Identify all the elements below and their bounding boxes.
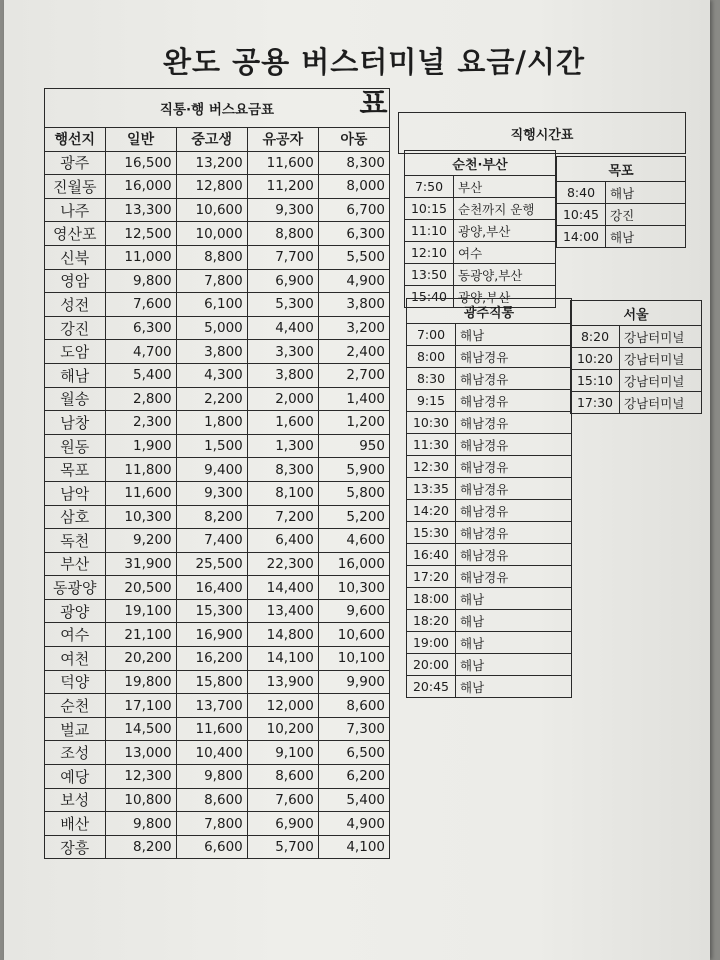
fare-price: 6,300 bbox=[105, 316, 176, 340]
route-destination: 강남터미널 bbox=[620, 370, 702, 392]
fare-price: 6,400 bbox=[247, 529, 318, 553]
fare-destination: 해남 bbox=[45, 363, 106, 387]
route-destination: 강남터미널 bbox=[620, 348, 702, 370]
departure-time: 15:10 bbox=[571, 370, 620, 392]
route-destination: 강남터미널 bbox=[620, 326, 702, 348]
fare-price: 9,900 bbox=[318, 670, 389, 694]
fare-row bbox=[45, 812, 390, 836]
fare-row bbox=[45, 363, 390, 387]
fare-destination: 보성 bbox=[45, 788, 106, 812]
departure-time: 10:20 bbox=[571, 348, 620, 370]
fare-destination: 조성 bbox=[45, 741, 106, 765]
fare-price: 6,100 bbox=[176, 293, 247, 317]
schedule-row bbox=[407, 632, 572, 654]
fare-row bbox=[45, 717, 390, 741]
schedule-row bbox=[407, 588, 572, 610]
route-destination: 강진 bbox=[606, 204, 686, 226]
fare-row bbox=[45, 694, 390, 718]
schedule-row bbox=[407, 610, 572, 632]
fare-price: 6,900 bbox=[247, 269, 318, 293]
fare-price: 7,200 bbox=[247, 505, 318, 529]
fare-price: 8,600 bbox=[318, 694, 389, 718]
fare-price: 5,400 bbox=[318, 788, 389, 812]
route-destination: 해남경유 bbox=[456, 390, 572, 412]
schedule-row bbox=[407, 324, 572, 346]
fare-price: 7,600 bbox=[247, 788, 318, 812]
schedule-row bbox=[407, 676, 572, 698]
fare-price: 7,600 bbox=[105, 293, 176, 317]
fare-destination: 동광양 bbox=[45, 576, 106, 600]
fare-row bbox=[45, 269, 390, 293]
fare-price: 3,300 bbox=[247, 340, 318, 364]
fare-row bbox=[45, 788, 390, 812]
fare-destination: 영암 bbox=[45, 269, 106, 293]
schedule-route-header: 순천·부산 bbox=[405, 151, 556, 176]
fare-price: 8,300 bbox=[247, 458, 318, 482]
departure-time: 12:30 bbox=[407, 456, 456, 478]
schedule-row bbox=[405, 198, 556, 220]
fare-price: 4,400 bbox=[247, 316, 318, 340]
fare-price: 13,700 bbox=[176, 694, 247, 718]
fare-price: 10,600 bbox=[176, 198, 247, 222]
fare-price: 8,200 bbox=[176, 505, 247, 529]
fare-price: 6,900 bbox=[247, 812, 318, 836]
fare-price: 2,300 bbox=[105, 411, 176, 435]
schedule-row bbox=[405, 220, 556, 242]
fare-price: 8,600 bbox=[247, 765, 318, 789]
fare-row bbox=[45, 245, 390, 269]
departure-time: 7:50 bbox=[405, 176, 454, 198]
fare-row bbox=[45, 623, 390, 647]
fare-price: 8,300 bbox=[318, 151, 389, 175]
fare-price: 5,300 bbox=[247, 293, 318, 317]
fare-price: 3,800 bbox=[318, 293, 389, 317]
page-title: 완도 공용 버스터미널 요금/시간표 bbox=[162, 45, 586, 120]
route-destination: 광양,부산 bbox=[454, 286, 556, 308]
fare-column-header: 행선지 bbox=[45, 128, 106, 152]
fare-price: 10,300 bbox=[105, 505, 176, 529]
fare-price: 1,600 bbox=[247, 411, 318, 435]
schedule-caption: 직행시간표 bbox=[399, 113, 686, 154]
fare-destination: 월송 bbox=[45, 387, 106, 411]
fare-price: 7,800 bbox=[176, 812, 247, 836]
route-destination: 해남 bbox=[606, 226, 686, 248]
fare-price: 9,800 bbox=[176, 765, 247, 789]
fare-price: 4,300 bbox=[176, 363, 247, 387]
fare-price: 13,300 bbox=[105, 198, 176, 222]
departure-time: 12:10 bbox=[405, 242, 454, 264]
fare-price: 1,500 bbox=[176, 434, 247, 458]
fare-price: 7,400 bbox=[176, 529, 247, 553]
fare-price: 11,600 bbox=[176, 717, 247, 741]
fare-destination: 순천 bbox=[45, 694, 106, 718]
schedule-row bbox=[407, 456, 572, 478]
fare-destination: 예당 bbox=[45, 765, 106, 789]
departure-time: 16:40 bbox=[407, 544, 456, 566]
fare-price: 11,600 bbox=[105, 481, 176, 505]
fare-price: 2,700 bbox=[318, 363, 389, 387]
schedule-row bbox=[571, 326, 702, 348]
fare-price: 1,900 bbox=[105, 434, 176, 458]
route-destination: 해남경유 bbox=[456, 566, 572, 588]
fare-price: 1,200 bbox=[318, 411, 389, 435]
fare-price: 13,900 bbox=[247, 670, 318, 694]
fare-row bbox=[45, 552, 390, 576]
fare-price: 12,000 bbox=[247, 694, 318, 718]
fare-price: 20,500 bbox=[105, 576, 176, 600]
route-destination: 해남경유 bbox=[456, 500, 572, 522]
departure-time: 13:35 bbox=[407, 478, 456, 500]
fare-row bbox=[45, 198, 390, 222]
schedule-row bbox=[571, 392, 702, 414]
fare-destination: 강진 bbox=[45, 316, 106, 340]
fare-price: 8,000 bbox=[318, 175, 389, 199]
route-destination: 해남 bbox=[456, 324, 572, 346]
fare-price: 10,600 bbox=[318, 623, 389, 647]
fare-destination: 부산 bbox=[45, 552, 106, 576]
fare-row bbox=[45, 741, 390, 765]
fare-destination: 광주 bbox=[45, 151, 106, 175]
fare-price: 5,700 bbox=[247, 835, 318, 859]
fare-price: 4,600 bbox=[318, 529, 389, 553]
fare-price: 11,600 bbox=[247, 151, 318, 175]
fare-price: 5,900 bbox=[318, 458, 389, 482]
fare-price: 6,700 bbox=[318, 198, 389, 222]
departure-time: 14:20 bbox=[407, 500, 456, 522]
departure-time: 8:30 bbox=[407, 368, 456, 390]
schedule-row bbox=[557, 204, 686, 226]
route-destination: 해남경유 bbox=[456, 522, 572, 544]
fare-destination: 벌교 bbox=[45, 717, 106, 741]
fare-price: 8,800 bbox=[247, 222, 318, 246]
route-destination: 강남터미널 bbox=[620, 392, 702, 414]
fare-row bbox=[45, 599, 390, 623]
departure-time: 10:45 bbox=[557, 204, 606, 226]
fare-price: 6,500 bbox=[318, 741, 389, 765]
fare-row bbox=[45, 151, 390, 175]
fare-price: 8,600 bbox=[176, 788, 247, 812]
fare-price: 21,100 bbox=[105, 623, 176, 647]
fare-price: 16,400 bbox=[176, 576, 247, 600]
fare-row bbox=[45, 458, 390, 482]
fare-price: 950 bbox=[318, 434, 389, 458]
fare-price: 19,800 bbox=[105, 670, 176, 694]
fare-column-header: 중고생 bbox=[176, 128, 247, 152]
fare-row bbox=[45, 670, 390, 694]
fare-destination: 도암 bbox=[45, 340, 106, 364]
fare-price: 8,800 bbox=[176, 245, 247, 269]
departure-time: 11:30 bbox=[407, 434, 456, 456]
fare-price: 6,600 bbox=[176, 835, 247, 859]
schedule-row bbox=[407, 566, 572, 588]
departure-time: 8:40 bbox=[557, 182, 606, 204]
schedule-row bbox=[405, 176, 556, 198]
departure-time: 14:00 bbox=[557, 226, 606, 248]
route-destination: 해남경유 bbox=[456, 368, 572, 390]
schedule-row bbox=[407, 434, 572, 456]
fare-row bbox=[45, 576, 390, 600]
route-destination: 부산 bbox=[454, 176, 556, 198]
schedule-title-box bbox=[398, 112, 686, 154]
fare-price: 16,000 bbox=[318, 552, 389, 576]
fare-price: 11,200 bbox=[247, 175, 318, 199]
fare-column-header: 아동 bbox=[318, 128, 389, 152]
fare-row bbox=[45, 481, 390, 505]
fare-price: 13,200 bbox=[176, 151, 247, 175]
fare-destination: 남창 bbox=[45, 411, 106, 435]
fare-destination: 독천 bbox=[45, 529, 106, 553]
schedule-mokpo bbox=[556, 156, 686, 248]
fare-price: 4,100 bbox=[318, 835, 389, 859]
route-destination: 해남경유 bbox=[456, 412, 572, 434]
departure-time: 17:20 bbox=[407, 566, 456, 588]
fare-price: 2,800 bbox=[105, 387, 176, 411]
fare-price: 8,200 bbox=[105, 835, 176, 859]
schedule-seoul bbox=[570, 300, 702, 414]
fare-row bbox=[45, 316, 390, 340]
fare-price: 12,300 bbox=[105, 765, 176, 789]
fare-price: 31,900 bbox=[105, 552, 176, 576]
schedule-row bbox=[407, 654, 572, 676]
fare-price: 5,200 bbox=[318, 505, 389, 529]
departure-time: 17:30 bbox=[571, 392, 620, 414]
fare-price: 3,800 bbox=[247, 363, 318, 387]
fare-column-header: 유공자 bbox=[247, 128, 318, 152]
fare-price: 4,900 bbox=[318, 269, 389, 293]
fare-table bbox=[44, 88, 390, 859]
route-destination: 광양,부산 bbox=[454, 220, 556, 242]
departure-time: 18:00 bbox=[407, 588, 456, 610]
route-destination: 여수 bbox=[454, 242, 556, 264]
route-destination: 해남 bbox=[456, 654, 572, 676]
fare-row bbox=[45, 434, 390, 458]
fare-row bbox=[45, 529, 390, 553]
schedule-row bbox=[407, 368, 572, 390]
fare-destination: 덕양 bbox=[45, 670, 106, 694]
departure-time: 10:30 bbox=[407, 412, 456, 434]
fare-row bbox=[45, 765, 390, 789]
schedule-gwangju-direct bbox=[406, 298, 572, 698]
fare-row bbox=[45, 647, 390, 671]
fare-price: 15,300 bbox=[176, 599, 247, 623]
fare-price: 9,300 bbox=[247, 198, 318, 222]
route-destination: 해남경유 bbox=[456, 544, 572, 566]
route-destination: 해남경유 bbox=[456, 346, 572, 368]
route-destination: 해남 bbox=[456, 632, 572, 654]
departure-time: 8:00 bbox=[407, 346, 456, 368]
fare-row bbox=[45, 175, 390, 199]
route-destination: 해남 bbox=[456, 610, 572, 632]
fare-destination: 광양 bbox=[45, 599, 106, 623]
departure-time: 10:15 bbox=[405, 198, 454, 220]
fare-row bbox=[45, 411, 390, 435]
schedule-row bbox=[405, 264, 556, 286]
fare-price: 6,300 bbox=[318, 222, 389, 246]
fare-price: 1,800 bbox=[176, 411, 247, 435]
fare-price: 14,100 bbox=[247, 647, 318, 671]
fare-price: 14,500 bbox=[105, 717, 176, 741]
departure-time: 11:10 bbox=[405, 220, 454, 242]
fare-price: 3,800 bbox=[176, 340, 247, 364]
fare-price: 6,200 bbox=[318, 765, 389, 789]
departure-time: 9:15 bbox=[407, 390, 456, 412]
schedule-suncheon-busan bbox=[404, 150, 556, 308]
departure-time: 13:50 bbox=[405, 264, 454, 286]
fare-price: 25,500 bbox=[176, 552, 247, 576]
fare-destination: 원동 bbox=[45, 434, 106, 458]
fare-destination: 삼호 bbox=[45, 505, 106, 529]
route-destination: 해남경유 bbox=[456, 434, 572, 456]
fare-price: 5,000 bbox=[176, 316, 247, 340]
departure-time: 15:30 bbox=[407, 522, 456, 544]
departure-time: 8:20 bbox=[571, 326, 620, 348]
fare-price: 16,000 bbox=[105, 175, 176, 199]
fare-price: 8,100 bbox=[247, 481, 318, 505]
schedule-row bbox=[407, 522, 572, 544]
route-destination: 해남경유 bbox=[456, 456, 572, 478]
fare-price: 5,500 bbox=[318, 245, 389, 269]
schedule-row bbox=[407, 478, 572, 500]
schedule-row bbox=[407, 346, 572, 368]
fare-column-header: 일반 bbox=[105, 128, 176, 152]
fare-price: 7,700 bbox=[247, 245, 318, 269]
schedule-row bbox=[407, 544, 572, 566]
fare-destination: 목포 bbox=[45, 458, 106, 482]
route-destination: 해남 bbox=[606, 182, 686, 204]
fare-destination: 남악 bbox=[45, 481, 106, 505]
departure-time: 20:00 bbox=[407, 654, 456, 676]
schedule-route-header: 목포 bbox=[557, 157, 686, 182]
fare-price: 10,100 bbox=[318, 647, 389, 671]
fare-price: 14,400 bbox=[247, 576, 318, 600]
departure-time: 19:00 bbox=[407, 632, 456, 654]
fare-price: 9,600 bbox=[318, 599, 389, 623]
schedule-row bbox=[407, 412, 572, 434]
departure-time: 18:20 bbox=[407, 610, 456, 632]
fare-price: 22,300 bbox=[247, 552, 318, 576]
route-destination: 해남 bbox=[456, 676, 572, 698]
route-destination: 동광양,부산 bbox=[454, 264, 556, 286]
fare-price: 9,300 bbox=[176, 481, 247, 505]
fare-price: 11,000 bbox=[105, 245, 176, 269]
fare-price: 16,900 bbox=[176, 623, 247, 647]
fare-destination: 여천 bbox=[45, 647, 106, 671]
fare-row bbox=[45, 387, 390, 411]
route-destination: 해남 bbox=[456, 588, 572, 610]
fare-price: 12,500 bbox=[105, 222, 176, 246]
route-destination: 순천까지 운행 bbox=[454, 198, 556, 220]
fare-price: 15,800 bbox=[176, 670, 247, 694]
fare-price: 2,400 bbox=[318, 340, 389, 364]
fare-destination: 성전 bbox=[45, 293, 106, 317]
paper-sheet bbox=[4, 0, 710, 960]
fare-price: 5,400 bbox=[105, 363, 176, 387]
fare-price: 9,400 bbox=[176, 458, 247, 482]
fare-destination: 진월동 bbox=[45, 175, 106, 199]
fare-price: 4,900 bbox=[318, 812, 389, 836]
schedule-row bbox=[407, 500, 572, 522]
fare-destination: 나주 bbox=[45, 198, 106, 222]
fare-price: 13,400 bbox=[247, 599, 318, 623]
schedule-row bbox=[557, 182, 686, 204]
fare-price: 1,300 bbox=[247, 434, 318, 458]
fare-price: 16,500 bbox=[105, 151, 176, 175]
fare-price: 19,100 bbox=[105, 599, 176, 623]
fare-price: 9,800 bbox=[105, 269, 176, 293]
fare-price: 7,800 bbox=[176, 269, 247, 293]
fare-price: 12,800 bbox=[176, 175, 247, 199]
schedule-route-header: 서울 bbox=[571, 301, 702, 326]
fare-price: 9,200 bbox=[105, 529, 176, 553]
schedule-row bbox=[405, 242, 556, 264]
fare-price: 10,000 bbox=[176, 222, 247, 246]
schedule-row bbox=[407, 390, 572, 412]
fare-price: 1,400 bbox=[318, 387, 389, 411]
fare-price: 5,800 bbox=[318, 481, 389, 505]
fare-price: 14,800 bbox=[247, 623, 318, 647]
fare-price: 10,400 bbox=[176, 741, 247, 765]
fare-price: 9,100 bbox=[247, 741, 318, 765]
route-destination: 해남경유 bbox=[456, 478, 572, 500]
fare-price: 20,200 bbox=[105, 647, 176, 671]
schedule-row bbox=[557, 226, 686, 248]
fare-row bbox=[45, 293, 390, 317]
departure-time: 20:45 bbox=[407, 676, 456, 698]
departure-time: 15:40 bbox=[405, 286, 454, 308]
fare-price: 4,700 bbox=[105, 340, 176, 364]
fare-destination: 장흥 bbox=[45, 835, 106, 859]
fare-price: 10,200 bbox=[247, 717, 318, 741]
fare-price: 9,800 bbox=[105, 812, 176, 836]
schedule-route-header: 광주직통 bbox=[407, 299, 572, 324]
fare-table-caption: 직통·행 버스요금표 bbox=[45, 89, 390, 128]
fare-row bbox=[45, 222, 390, 246]
fare-price: 13,000 bbox=[105, 741, 176, 765]
fare-price: 2,000 bbox=[247, 387, 318, 411]
fare-row bbox=[45, 835, 390, 859]
departure-time: 7:00 bbox=[407, 324, 456, 346]
fare-destination: 신북 bbox=[45, 245, 106, 269]
fare-price: 3,200 bbox=[318, 316, 389, 340]
fare-price: 10,800 bbox=[105, 788, 176, 812]
fare-price: 11,800 bbox=[105, 458, 176, 482]
fare-price: 17,100 bbox=[105, 694, 176, 718]
fare-price: 10,300 bbox=[318, 576, 389, 600]
schedule-row bbox=[571, 348, 702, 370]
fare-row bbox=[45, 505, 390, 529]
schedule-row bbox=[571, 370, 702, 392]
fare-row bbox=[45, 340, 390, 364]
fare-destination: 배산 bbox=[45, 812, 106, 836]
fare-destination: 여수 bbox=[45, 623, 106, 647]
fare-destination: 영산포 bbox=[45, 222, 106, 246]
fare-price: 16,200 bbox=[176, 647, 247, 671]
fare-price: 7,300 bbox=[318, 717, 389, 741]
fare-price: 2,200 bbox=[176, 387, 247, 411]
